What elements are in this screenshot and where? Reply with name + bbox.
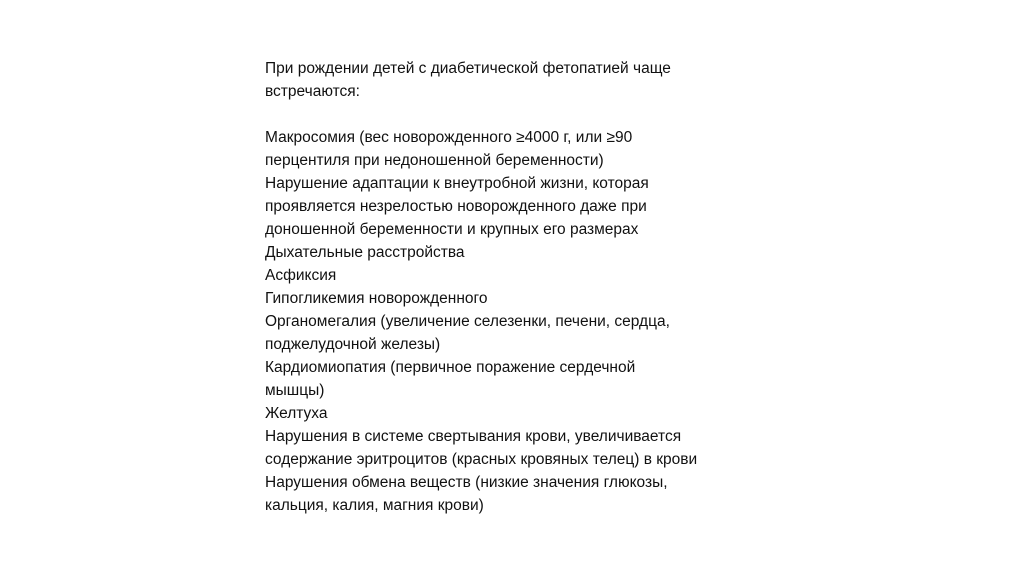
intro-line-2: встречаются: bbox=[265, 83, 360, 100]
list-line-12: мышцы) bbox=[265, 382, 325, 399]
list-line-8: Гипогликемия новорожденного bbox=[265, 290, 488, 307]
list-line-7: Асфиксия bbox=[265, 267, 337, 284]
slide-text-block bbox=[265, 57, 785, 517]
list-line-16: Нарушения обмена веществ (низкие значения глюкозы, bbox=[265, 474, 668, 491]
list-line-17: кальция, калия, магния крови) bbox=[265, 497, 484, 514]
list-line-14: Нарушения в системе свертывания крови, увеличивается bbox=[265, 428, 682, 445]
list-line-3: Нарушение адаптации к внеутробной жизни, которая bbox=[265, 175, 649, 192]
intro-line-1: При рождении детей с диабетической фетопатией чаще bbox=[265, 60, 671, 77]
list-line-5: доношенной беременности и крупных его размерах bbox=[265, 221, 639, 238]
list-line-6: Дыхательные расстройства bbox=[265, 244, 465, 261]
paragraph-spacer bbox=[265, 103, 785, 126]
list-line-15: содержание эритроцитов (красных кровяных телец) в крови bbox=[265, 451, 698, 468]
list-line-9: Органомегалия (увеличение селезенки, печени, сердца, bbox=[265, 313, 670, 330]
list-line-13: Желтуха bbox=[265, 405, 328, 422]
list-line-11: Кардиомиопатия (первичное поражение сердечной bbox=[265, 359, 636, 376]
list-line-1: Макросомия (вес новорожденного ≥4000 г, или ≥90 bbox=[265, 129, 633, 146]
list-line-2: перцентиля при недоношенной беременности) bbox=[265, 152, 604, 169]
list-line-4: проявляется незрелостью новорожденного даже при bbox=[265, 198, 647, 215]
list-line-10: поджелудочной железы) bbox=[265, 336, 441, 353]
